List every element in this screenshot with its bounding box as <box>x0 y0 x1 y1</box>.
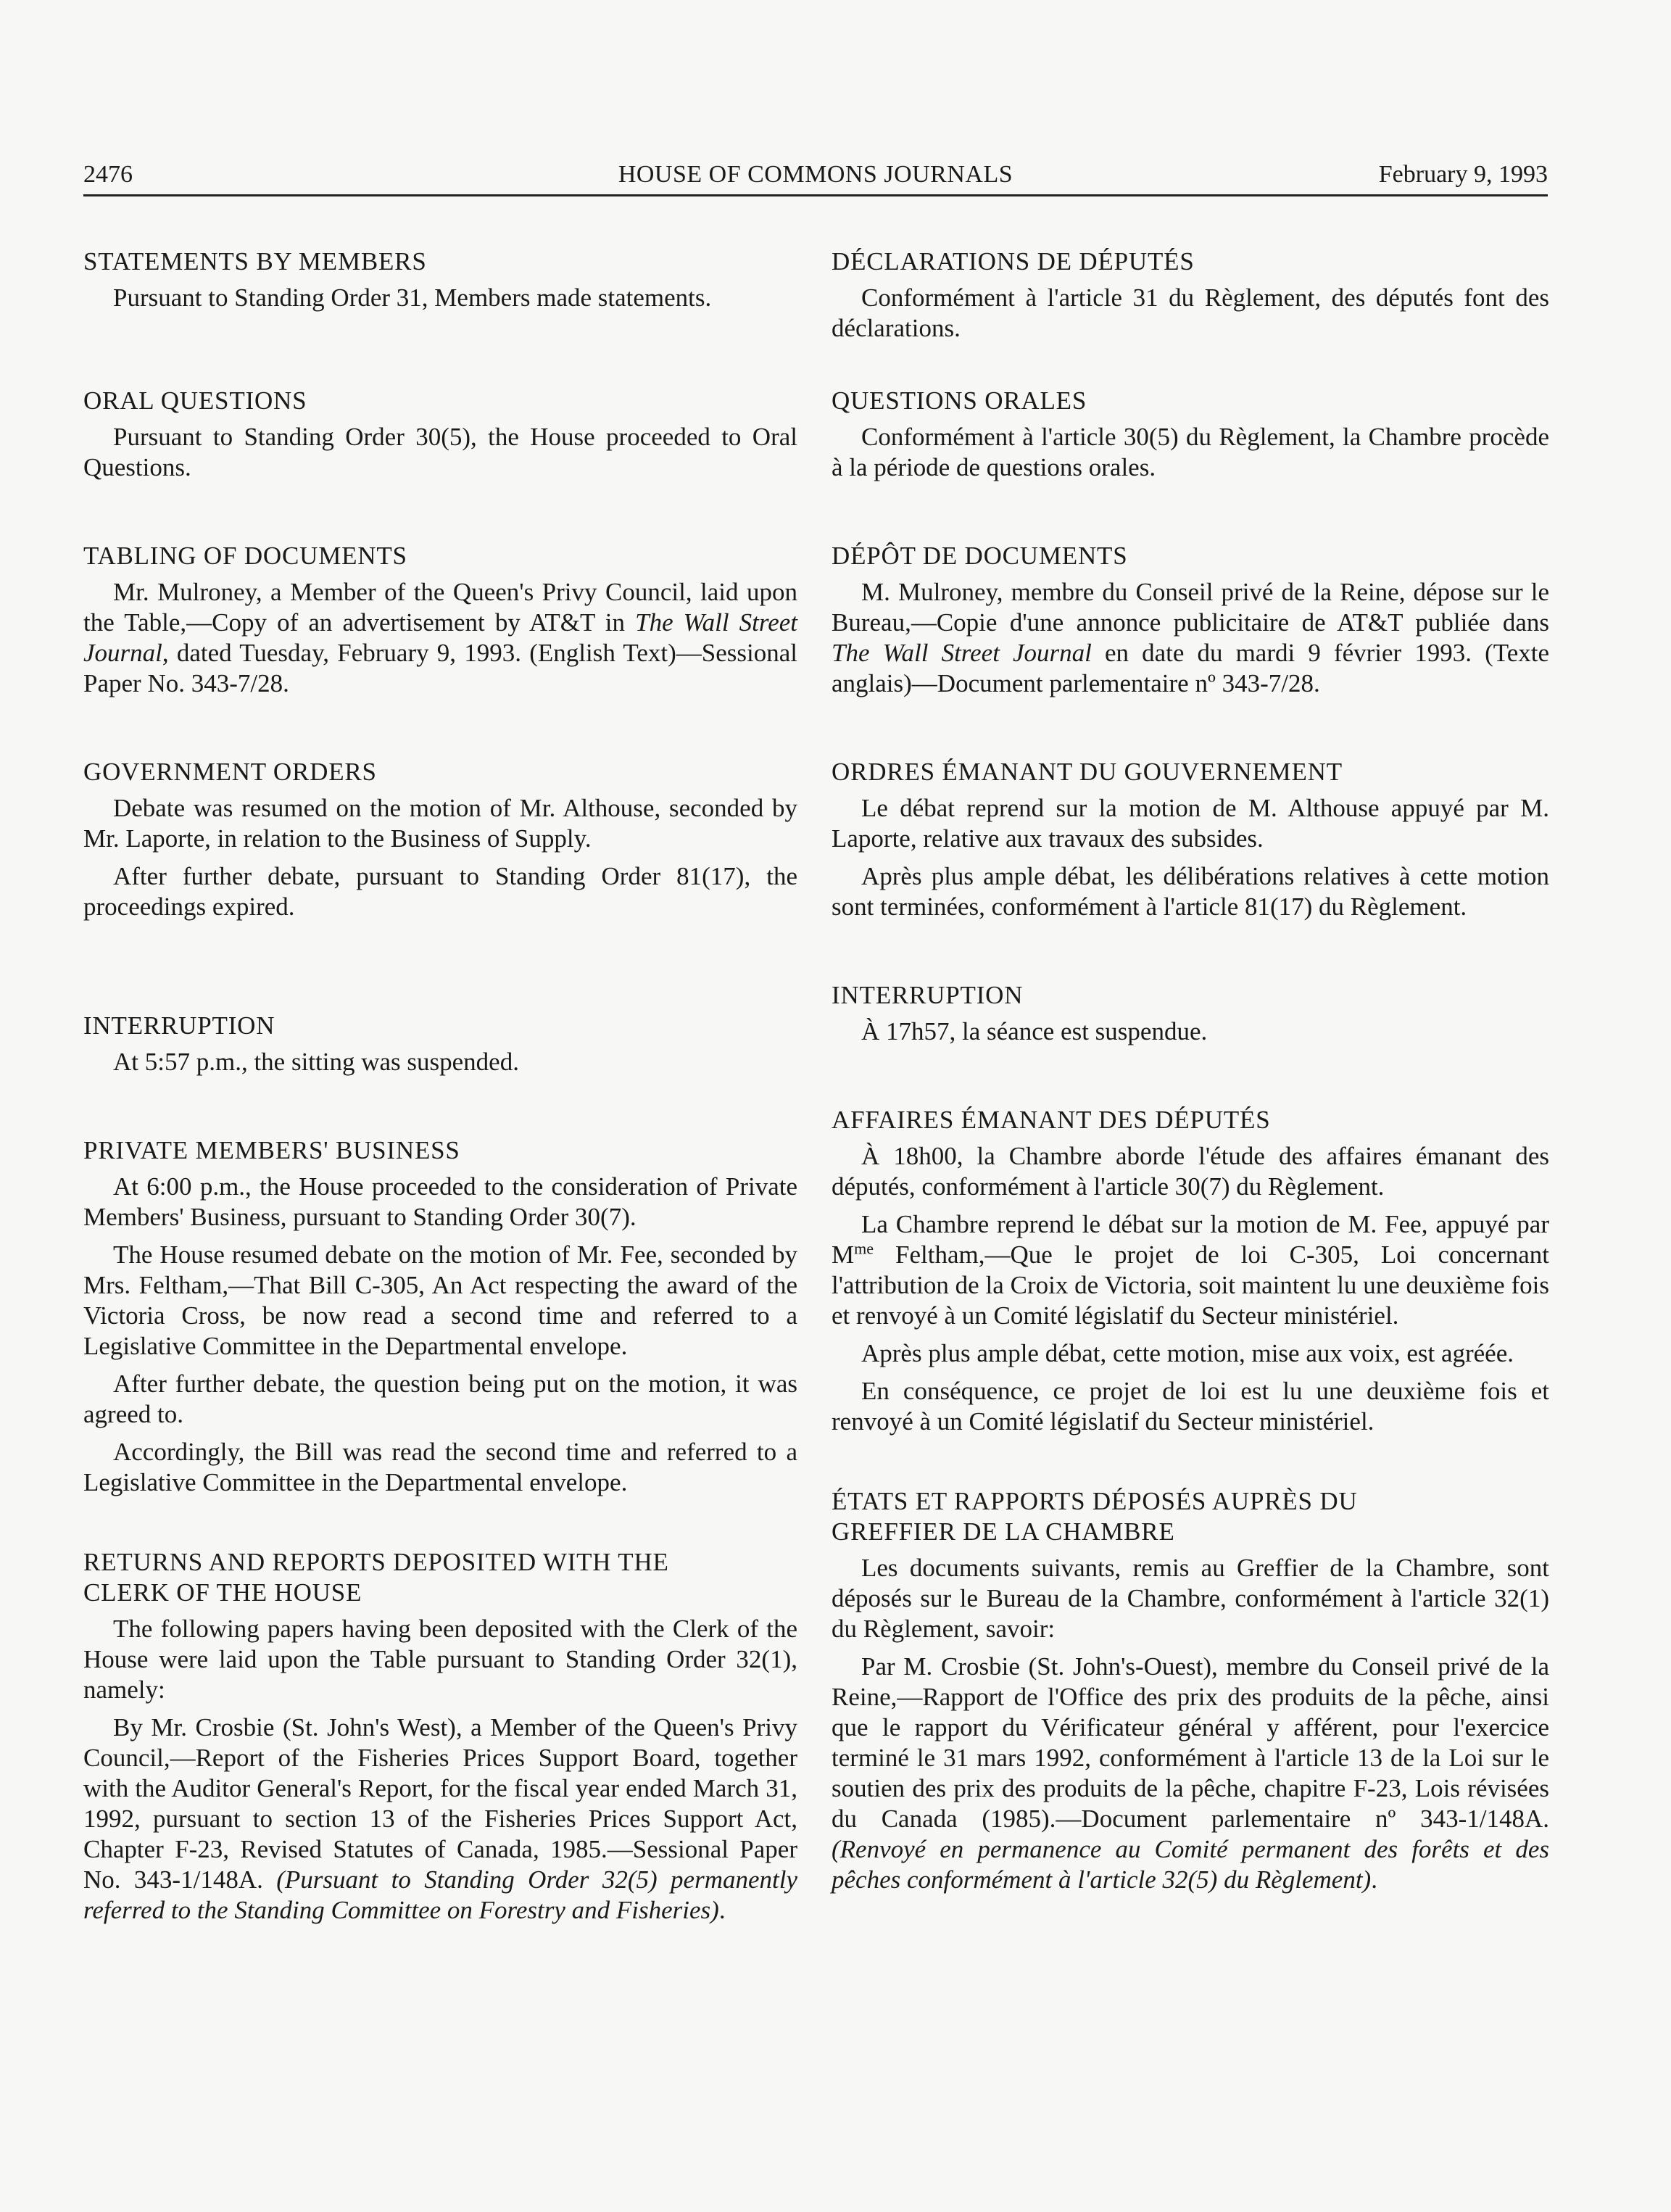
paragraph: After further debate, pursuant to Standing Order 81(17), the proceedings expired. <box>83 862 797 921</box>
paragraph: The House resumed debate on the motion of Mr. Fee, seconded by Mrs. Feltham,—That Bill C-305, An Act respecting the award of the Victoria Cross, be now read a second time and referred to a Legislative Committee in the Departmental envelope. <box>83 1240 797 1360</box>
section-heading: STATEMENTS BY MEMBERS <box>83 247 427 276</box>
section-declarations <box>832 247 1549 344</box>
text-run: Feltham,—Que le projet de loi C-305, Loi concernant l'attribution de la Croix de Victoria, soit maintent lu une deuxième fois et renvoyé à un Comité législatif du Secteur ministériel. <box>832 1240 1549 1330</box>
section-questions-orales <box>832 386 1549 483</box>
paragraph: At 5:57 p.m., the sitting was suspended. <box>113 1048 519 1076</box>
heading-line: GREFFIER DE LA CHAMBRE <box>832 1517 1175 1546</box>
paragraph: Pursuant to Standing Order 30(5), the House proceeded to Oral Questions. <box>83 423 797 481</box>
section-heading: INTERRUPTION <box>83 1011 275 1040</box>
italic-run: The Wall Street Journal <box>832 639 1092 667</box>
paragraph <box>83 577 797 699</box>
paragraph: Conformément à l'article 30(5) du Règlement, la Chambre procède à la période de questions orales. <box>832 423 1549 481</box>
paragraph: Debate was resumed on the motion of Mr. Althouse, seconded by Mr. Laporte, in relation to the Business of Supply. <box>83 794 797 853</box>
section-government-orders <box>83 757 797 922</box>
text-run: en date du mardi 9 février 1993. (Texte anglais)—Document parlementaire nº 343-7/28. <box>832 639 1549 697</box>
paragraph: The following papers having been deposited with the Clerk of the House were laid upon the Table pursuant to Standing Order 32(1), namely: <box>83 1615 797 1704</box>
paragraph <box>832 577 1549 699</box>
italic-run: (Pursuant to Standing Order 32(5) permanently referred to the Standing Committee on Forestry and Fisheries) <box>83 1865 798 1924</box>
section-heading: DÉPÔT DE DOCUMENTS <box>832 542 1128 570</box>
section-heading: TABLING OF DOCUMENTS <box>83 542 407 570</box>
section-heading: ORDRES ÉMANANT DU GOUVERNEMENT <box>832 758 1343 786</box>
page-header <box>83 158 1548 196</box>
section-private-members <box>83 1135 797 1498</box>
text-run: . <box>1371 1865 1377 1894</box>
text-run: La Chambre reprend le débat sur la motion de M. Fee, appuyé par M <box>832 1210 1549 1269</box>
paragraph: Conformément à l'article 31 du Règlement, des députés font des déclarations. <box>832 283 1549 342</box>
paragraph: Les documents suivants, remis au Greffier de la Chambre, sont déposés sur le Bureau de la Chambre, conformément à l'article 32(1) du Règlement, savoir: <box>832 1554 1549 1643</box>
paragraph: Le débat reprend sur la motion de M. Althouse appuyé par M. Laporte, relative aux travaux des subsides. <box>832 794 1549 853</box>
section-heading: AFFAIRES ÉMANANT DES DÉPUTÉS <box>832 1106 1271 1134</box>
heading-line: ÉTATS ET RAPPORTS DÉPOSÉS AUPRÈS DU <box>832 1487 1358 1515</box>
text-run: By Mr. Crosbie (St. John's West), a Member of the Queen's Privy Council,—Report of the Fisheries Prices Support Board, together with the Auditor General's Report, for the fiscal year ended March 31, 1992, pursuant to section 13 of the Fisheries Prices Support Act, Chapter F-23, Revised Statutes of Canada, 1985.—Sessional Paper No. 343-1/148A. <box>83 1713 797 1894</box>
paragraph: Après plus ample débat, les délibérations relatives à cette motion sont terminées, conformément à l'article 81(17) du Règlement. <box>832 862 1549 921</box>
heading-line: CLERK OF THE HOUSE <box>83 1578 362 1607</box>
paragraph: Après plus ample débat, cette motion, mise aux voix, est agréée. <box>861 1339 1514 1367</box>
text-run: M. Mulroney, membre du Conseil privé de la Reine, dépose sur le Bureau,—Copie d'une annonce publicitaire de AT&T publiée dans <box>832 578 1549 637</box>
english-column <box>83 247 797 1933</box>
paragraph <box>83 1712 797 1926</box>
heading-line: RETURNS AND REPORTS DEPOSITED WITH THE <box>83 1548 669 1576</box>
section-heading: INTERRUPTION <box>832 981 1024 1009</box>
journal-title: HOUSE OF COMMONS JOURNALS <box>618 161 1013 188</box>
text-run: Mr. Mulroney, a Member of the Queen's Privy Council, laid upon the Table,—Copy of an advertisement by AT&T in <box>83 578 797 637</box>
section-etats <box>832 1486 1549 1895</box>
section-heading: DÉCLARATIONS DE DÉPUTÉS <box>832 247 1195 276</box>
section-oral-questions <box>83 386 797 483</box>
section-statements <box>83 247 797 313</box>
text-run: Par M. Crosbie (St. John's-Ouest), membre du Conseil privé de la Reine,—Rapport de l'Office des prix des produits de la pêche, ainsi que le rapport du Vérificateur général y afférent, pour l'exercice terminé le 31 mars 1992, conformément à l'article 13 de la Loi sur le soutien des prix des produits de la pêche, chapitre F-23, Lois révisées du Canada (1985).—Document parlementaire nº 343-1/148A. <box>832 1652 1549 1833</box>
paragraph: À 18h00, la Chambre aborde l'étude des affaires émanant des députés, conformément à l'article 30(7) du Règlement. <box>832 1142 1549 1201</box>
page-number: 2476 <box>83 161 133 188</box>
section-depot <box>832 541 1549 699</box>
paragraph: En conséquence, ce projet de loi est lu une deuxième fois et renvoyé à un Comité législatif du Secteur ministériel. <box>832 1377 1549 1436</box>
section-heading: GOVERNMENT ORDERS <box>83 758 377 786</box>
section-heading <box>832 1486 1549 1547</box>
section-interruption-fr <box>832 980 1549 1047</box>
paragraph <box>832 1209 1549 1331</box>
section-affaires <box>832 1105 1549 1437</box>
section-heading: PRIVATE MEMBERS' BUSINESS <box>83 1136 460 1164</box>
section-returns <box>83 1547 797 1926</box>
text-run: , dated Tuesday, February 9, 1993. (English Text)—Sessional Paper No. 343-7/28. <box>83 639 797 697</box>
paragraph: After further debate, the question being put on the motion, it was agreed to. <box>83 1370 797 1428</box>
journal-date: February 9, 1993 <box>1378 161 1548 188</box>
section-heading: ORAL QUESTIONS <box>83 386 307 415</box>
paragraph: Pursuant to Standing Order 31, Members made statements. <box>113 283 712 312</box>
french-column <box>832 247 1549 1902</box>
section-heading: QUESTIONS ORALES <box>832 386 1087 415</box>
section-tabling <box>83 541 797 699</box>
text-run: . <box>718 1896 726 1924</box>
superscript: me <box>854 1239 874 1258</box>
paragraph: À 17h57, la séance est suspendue. <box>861 1017 1208 1045</box>
paragraph: Accordingly, the Bill was read the second time and referred to a Legislative Committee in the Departmental envelope. <box>83 1438 797 1496</box>
paragraph: At 6:00 p.m., the House proceeded to the consideration of Private Members' Business, pursuant to Standing Order 30(7). <box>83 1172 797 1231</box>
section-heading <box>83 1547 797 1608</box>
italic-run: (Renvoyé en permanence au Comité permanent des forêts et des pêches conformément à l'article 32(5) du Règlement) <box>832 1835 1549 1894</box>
paragraph <box>832 1652 1549 1895</box>
section-interruption <box>83 1011 797 1077</box>
italic-run: The Wall Street Journal <box>83 608 797 667</box>
section-ordres <box>832 757 1549 922</box>
